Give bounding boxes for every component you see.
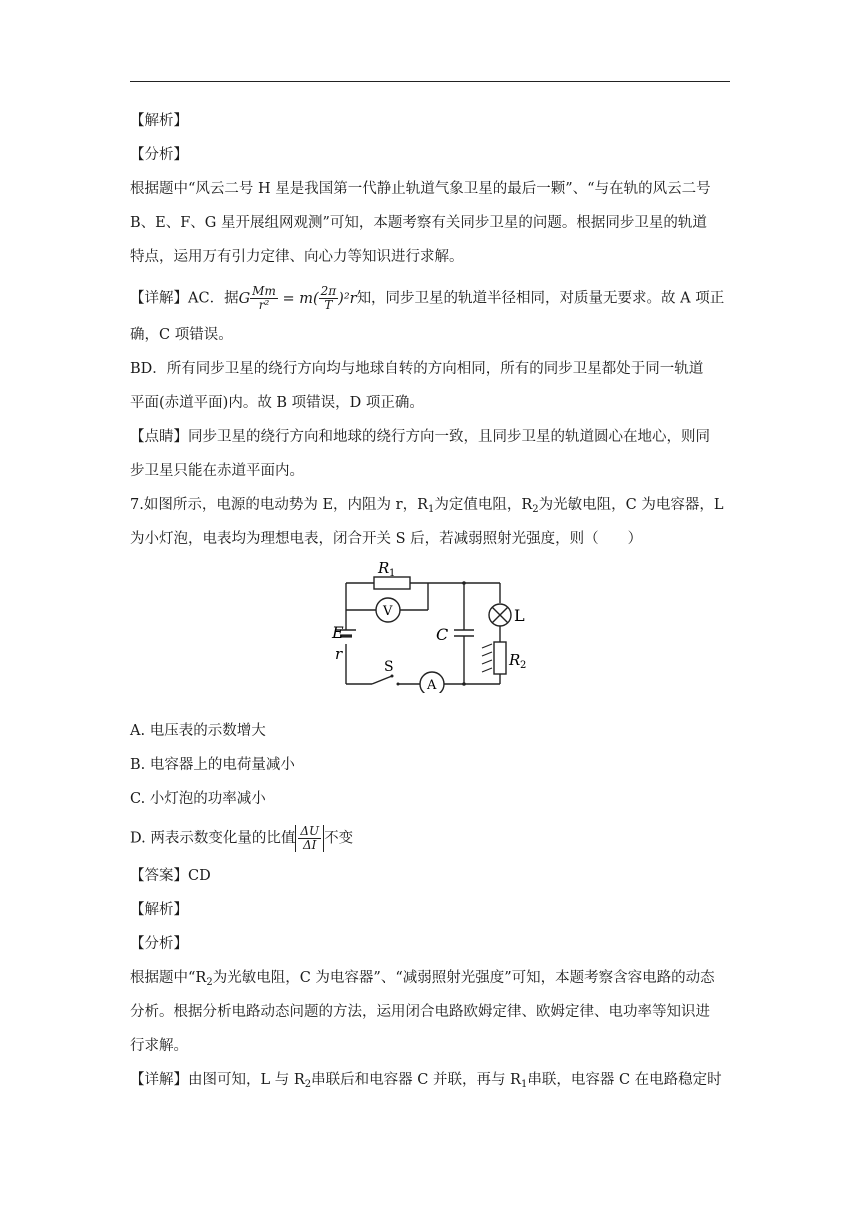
paragraph-line: 行求解。 — [130, 1038, 188, 1054]
label-s: S — [384, 659, 394, 675]
ratio-formula: $\frac{\Delta U}{\Delta I}$ — [295, 825, 324, 852]
paragraph-line: 根据题中“风云二号 H 星是我国第一代静止轨道气象卫星的最后一颗”、“与在轨的风云二号 — [130, 181, 711, 197]
option-d: D. 两表示数变化量的比值 $\frac{\Delta U}{\Delta I}$ 不变 — [130, 824, 354, 852]
label-r1-sub: 1 — [389, 568, 396, 579]
paragraph-line: 【详解】由图可知，L 与 $R_2$串联后和电容器 C 并联，再与 $R_1$串联，电容器 C 在电路稳定时 — [130, 1072, 722, 1090]
label-c: C — [436, 625, 449, 644]
option-c: C. 小灯泡的功率减小 — [130, 791, 266, 807]
paragraph-line: 根据题中“$R_2$为光敏电阻，C 为电容器”、“减弱照射光强度”可知，本题考察含容电路的动态 — [130, 970, 715, 988]
paragraph-line: 分析。根据分析电路动态问题的方法，运用闭合电路欧姆定律、欧姆定律、电功率等知识进 — [130, 1004, 710, 1020]
photoresistor-r2-icon — [494, 642, 506, 674]
option-b: B. 电容器上的电荷量减小 — [130, 757, 295, 773]
switch-icon — [372, 676, 392, 684]
label-r: r — [335, 645, 343, 663]
label-e: E — [332, 623, 344, 642]
detail-ac-line — [130, 285, 724, 312]
section-analysis: 【解析】 — [130, 113, 188, 129]
circuit-diagram — [326, 558, 536, 693]
gravitation-formula: G $\frac{Mm}{\text{r²}}$ = m( $\frac{2\pi}{T}$ )²r — [238, 284, 357, 312]
question-7-line1: 7.如图所示，电源的电动势为 E，内阻为 r，$R_1$为定值电阻，$R_2$为光敏电阻，C 为电容器，L — [130, 497, 724, 515]
paragraph-line: 【点睛】同步卫星的绕行方向和地球的绕行方向一致，且同步卫星的轨道圆心在地心，则同 — [130, 429, 710, 445]
label-r2-sub: 2 — [520, 660, 527, 671]
label-a: A — [427, 678, 437, 693]
label-l: L — [514, 606, 525, 625]
question-7-line2: 为小灯泡，电表均为理想电表，闭合开关 S 后，若减弱照射光强度，则（ ） — [130, 531, 643, 547]
light-arrows-icon — [482, 644, 492, 672]
section-fenxi-2: 【分析】 — [130, 936, 188, 952]
detail-ac-suffix: 知，同步卫星的轨道半径相同，对质量无要求。故 A 项正 — [356, 290, 725, 307]
paragraph-line: 步卫星只能在赤道平面内。 — [130, 463, 304, 479]
section-analysis-2: 【解析】 — [130, 902, 188, 918]
paragraph-line: 平面(赤道平面)内。故 B 项错误，D 项正确。 — [130, 395, 424, 411]
answer-line: 【答案】CD — [130, 868, 211, 884]
paragraph-line: 确，C 项错误。 — [130, 327, 233, 343]
paragraph-line: B、E、F、G 星开展组网观测”可知，本题考察有关同步卫星的问题。根据同步卫星的轨道 — [130, 215, 707, 231]
option-a: A. 电压表的示数增大 — [130, 723, 266, 739]
detail-ac-prefix: 【详解】AC．据 — [130, 290, 239, 307]
label-r1: R — [378, 559, 390, 577]
paragraph-line: BD．所有同步卫星的绕行方向均与地球自转的方向相同，所有的同步卫星都处于同一轨道 — [130, 361, 704, 377]
section-fenxi: 【分析】 — [130, 147, 188, 163]
label-r2: R — [509, 651, 521, 669]
header-rule — [130, 81, 730, 82]
paragraph-line: 特点，运用万有引力定律、向心力等知识进行求解。 — [130, 249, 464, 265]
label-v: V — [383, 604, 393, 619]
